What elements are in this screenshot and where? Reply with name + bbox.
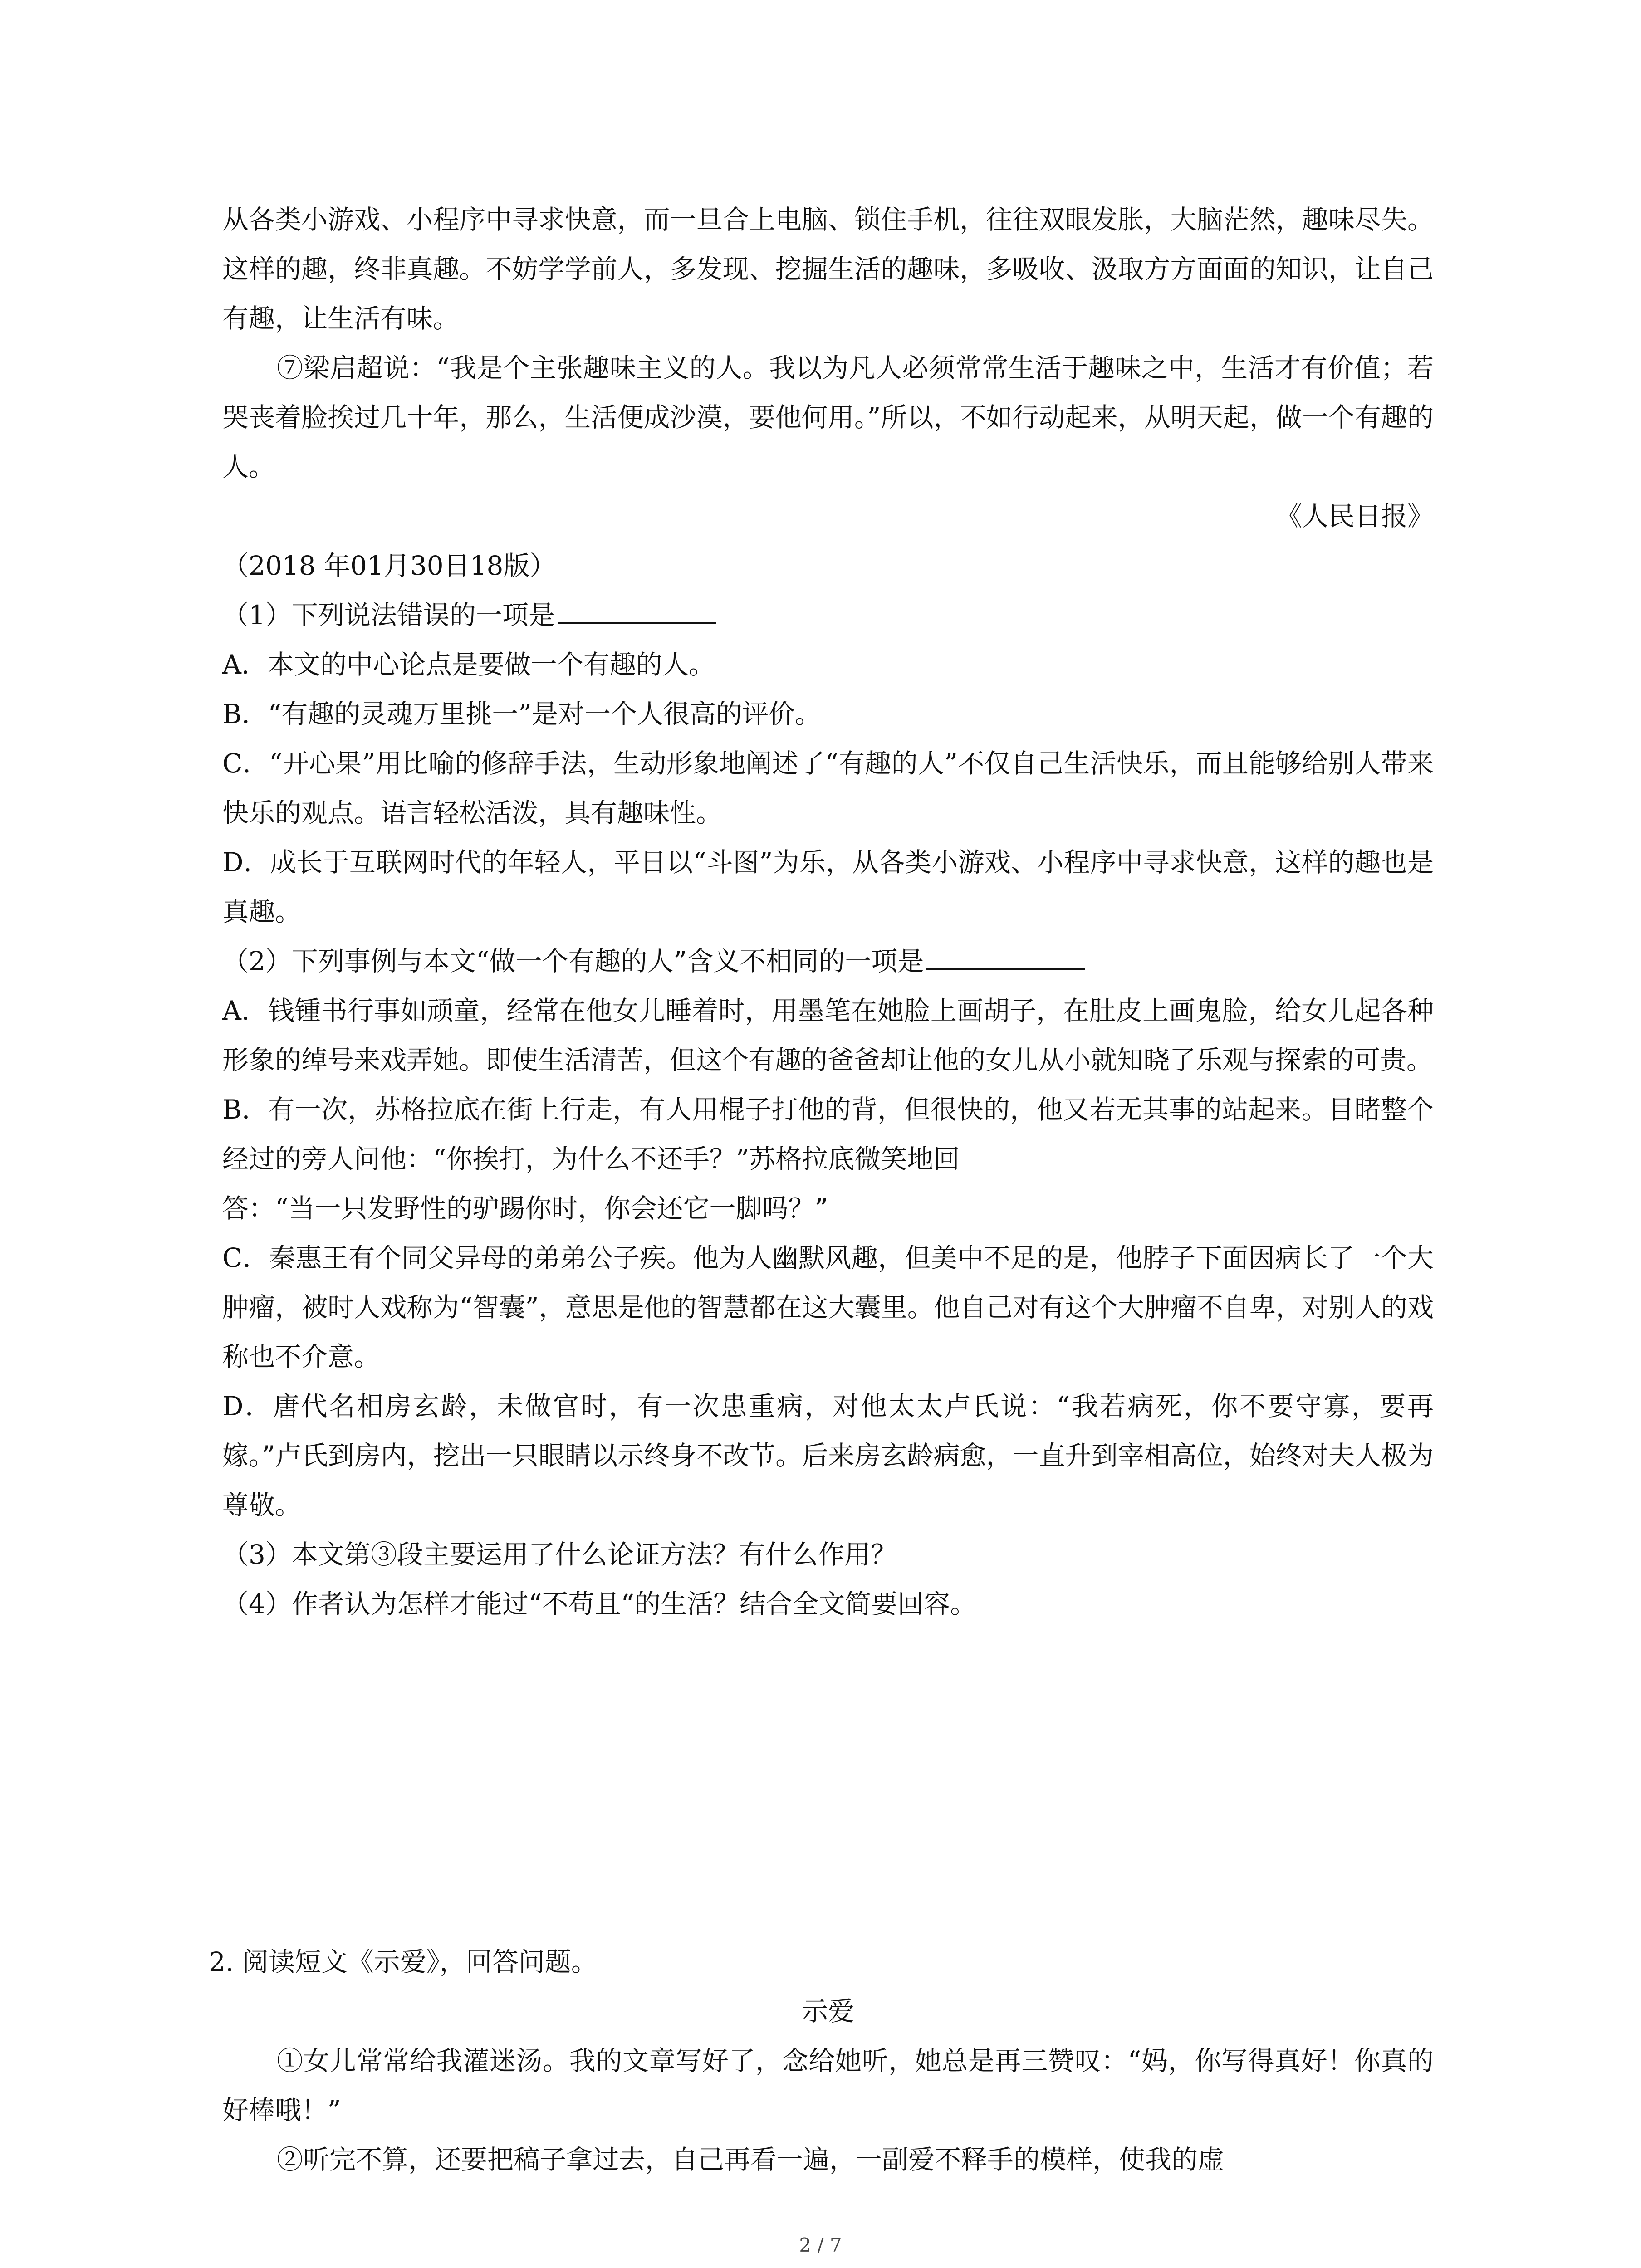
paragraph-6-continued: 从各类小游戏、小程序中寻求快意，而一旦合上电脑、锁住手机，往往双眼发胀，大脑茫然，趣味尽失。这样的趣，终非真趣。不妨学学前人，多发现、挖掘生活的趣味，多吸收、汲取方方面面的知识，让自己有趣，让生活有味。: [222, 204, 1434, 334]
question-2-option-a: A．钱锺书行事如顽童，经常在他女儿睡着时，用墨笔在她脸上画胡子，在肚皮上画鬼脸，给女儿起各种形象的绰号来戏弄她。即使生活清苦，但这个有趣的爸爸却让他的女儿从小就知晓了乐观与探索的可贵。: [222, 995, 1434, 1075]
source-date: （2018 年01月30日18版）: [222, 550, 556, 581]
question-2-option-b-line2: 答：“当一只发野性的驴踢你时，你会还它一脚吗？”: [222, 1193, 828, 1224]
question-1-option-d: D．成长于互联网时代的年轻人，平日以“斗图”为乐，从各类小游戏、小程序中寻求快意，这样的趣也是真趣。: [222, 847, 1434, 927]
question-3: （3）本文第③段主要运用了什么论证方法？有什么作用？: [222, 1539, 897, 1570]
passage-2-title: 示爱: [801, 1996, 854, 2027]
question-2-stem: [222, 937, 1434, 986]
question-2-option-d: D．唐代名相房玄龄，未做官时，有一次患重病，对他太太卢氏说：“我若病死，你不要守寡，要再嫁。”卢氏到房内，挖出一只眼睛以示终身不改节。后来房玄龄病愈，一直升到宰相高位，始终对夫人极为尊敬。: [222, 1391, 1434, 1520]
question-4: （4）作者认为怎样才能过“不苟且“的生活？结合全文简要回容。: [222, 1589, 977, 1619]
source-citation: 《人民日报》: [1275, 501, 1434, 532]
question-2-text: （2）下列事例与本文“做一个有趣的人”含义不相同的一项是: [222, 946, 924, 977]
paragraph-7: ⑦梁启超说：“我是个主张趣味主义的人。我以为凡人必须常常生活于趣味之中，生活才有价值；若哭丧着脸挨过几十年，那么，生活便成沙漠，要他何用。”所以，不如行动起来，从明天起，做一个有趣的人。: [222, 352, 1434, 482]
answer-blank-2[interactable]: [926, 942, 1085, 970]
page-content: [209, 195, 1434, 2185]
passage-2-paragraph-2: ②听完不算，还要把稿子拿过去，自己再看一遍，一副爱不释手的模样，使我的虚: [277, 2144, 1225, 2175]
answer-blank-1[interactable]: [558, 596, 716, 624]
question-1-text: （1）下列说法错误的一项是: [222, 600, 555, 631]
question-1-stem: [222, 591, 1434, 640]
page-number: 2 / 7: [799, 2234, 842, 2256]
answer-space: [222, 1629, 1434, 1937]
question-1-option-a: A．本文的中心论点是要做一个有趣的人。: [222, 649, 715, 680]
question-2-option-b-line1: B．有一次，苏格拉底在街上行走，有人用棍子打他的背，但很快的，他又若无其事的站起来。目睹整个经过的旁人问他：“你挨打，为什么不还手？”苏格拉底微笑地回: [222, 1094, 1434, 1174]
question-1-option-b: B．“有趣的灵魂万里挑一”是对一个人很高的评价。: [222, 699, 821, 729]
passage-2-heading: 2. 阅读短文《示爱》，回答问题。: [209, 1946, 598, 1977]
question-1-option-c: C．“开心果”用比喻的修辞手法，生动形象地阐述了“有趣的人”不仅自己生活快乐，而且能够给别人带来快乐的观点。语言轻松活泼，具有趣味性。: [222, 748, 1434, 828]
question-2-option-c: C．秦惠王有个同父异母的弟弟公子疾。他为人幽默风趣，但美中不足的是，他脖子下面因病长了一个大肿瘤，被时人戏称为“智囊”，意思是他的智慧都在这大囊里。他自己对有这个大肿瘤不自卑，对别人的戏称也不介意。: [222, 1242, 1434, 1372]
passage-2-paragraph-1: ①女儿常常给我灌迷汤。我的文章写好了，念给她听，她总是再三赞叹：“妈，你写得真好！你真的好棒哦！”: [222, 2045, 1434, 2126]
